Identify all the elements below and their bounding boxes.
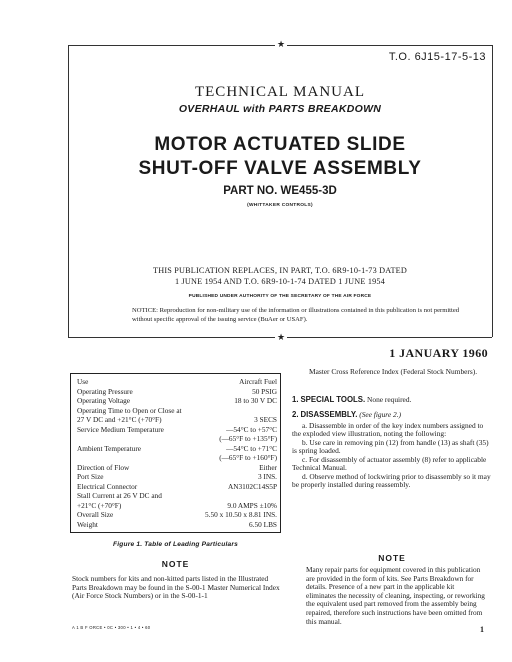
figure-caption: Figure 1. Table of Leading Particulars xyxy=(113,541,238,548)
manual-type: TECHNICAL MANUAL xyxy=(194,84,365,100)
paragraph-a: a. Disassemble in order of the key index numbers assigned to the exploded view illustration, noting the following: xyxy=(292,420,484,438)
left-note-text: Stock numbers for kits and non-kitted parts listed in the Illustrated Parts Breakdown may be found in the S-00-1 Master Numerical Index (Air Force Stock Numbers) or in the S-00-1-1 xyxy=(72,574,280,601)
title-frame-bottom-left xyxy=(68,337,275,338)
title-line-1: MOTOR ACTUATED SLIDE xyxy=(154,134,406,155)
page-number: 1 xyxy=(480,625,484,634)
paragraph-c: c. For disassembly of actuator assembly (8) refer to applicable Technical Manual. xyxy=(292,454,487,472)
right-note-text: Many repair parts for equipment covered in this publication are provided in the form of kits. See Parts Breakdown for details. Presence of a new part in the applicable kit eliminates the necessity of cleaning, inspecting, or reworking the equivalent used part removed from the assembly being repaired, therefore such instructions have been omitted from this manual. xyxy=(306,565,485,626)
title-line-2: SHUT-OFF VALVE ASSEMBLY xyxy=(138,158,422,179)
part-number: PART NO. WE455-3D xyxy=(223,185,337,197)
paragraph-b: b. Use care in removing pin (12) from handle (13) as shaft (35) is spring loaded. xyxy=(292,437,489,455)
title-frame-bottom-right xyxy=(287,337,492,338)
replaces-line-1: THIS PUBLICATION REPLACES, IN PART, T.O. 6R9-10-1-73 DATED xyxy=(153,266,407,275)
publication-date: 1 JANUARY 1960 xyxy=(389,346,488,360)
manual-subtitle: OVERHAUL with PARTS BREAKDOWN xyxy=(178,103,382,115)
section-special-tools xyxy=(292,396,492,405)
section-1-text: None required. xyxy=(367,395,412,404)
manufacturer: (WHITTAKER CONTROLS) xyxy=(247,203,313,208)
replaces-notice xyxy=(68,265,492,287)
star-top: ★ xyxy=(277,39,286,49)
title-frame-top-right xyxy=(287,45,492,46)
section-1-number: 1. xyxy=(292,395,299,404)
left-note-heading: NOTE xyxy=(161,559,190,569)
paragraph-d: d. Observe method of lockwiring prior to disassembly so it may be properly installed during reassembly. xyxy=(292,471,491,489)
replaces-line-2: 1 JUNE 1954 AND T.O. 6R9-10-1-74 DATED 1 JUNE 1954 xyxy=(174,277,386,286)
cross-reference-continuation: Master Cross Reference Index (Federal Stock Numbers). xyxy=(309,367,478,376)
to-number: T.O. 6J15-17-5-13 xyxy=(388,51,486,63)
reproduction-notice: NOTICE: Reproduction for non-military use of the information or illustrations contained in this publication is not permitted without specific approval of the issuing service (BuAer or USAF). xyxy=(132,307,460,323)
star-bottom: ★ xyxy=(277,332,286,342)
title-frame-right xyxy=(492,45,493,337)
section-2-title: DISASSEMBLY. xyxy=(300,410,358,419)
section-2-number: 2. xyxy=(292,410,299,419)
section-1-title: SPECIAL TOOLS. xyxy=(300,395,366,404)
right-note-heading: NOTE xyxy=(378,553,406,563)
print-code: A 1 B F ORCE • 0C • 300 • 1 • 4 • 60 xyxy=(72,625,151,630)
leading-particulars-table: Use Aircraft Fuel Operating Pressure 50 PSIG Operating Voltage 18 to 30 V DC Operating Time to Open or Close at 27 V DC and +21°C (+70°F) 3 SECS Service Medium Temperature —54°C to +57°C (—65°F to +135°F) Ambient Temperature —54°C to +71°C (—65°F to +160°F) Direction of Flow Either Port Size 3 INS. Electrical Connector AN3102C14S5P Stall Current at 26 V DC and +21°C (+70°F) 9.0 AMPS ±10% Overall Size 5.50 x 10.50 x 8.81 INS. Weight 6.50 LBS xyxy=(70,373,281,533)
authority-line: PUBLISHED UNDER AUTHORITY OF THE SECRETARY OF THE AIR FORCE xyxy=(188,294,372,299)
section-2-figure-ref: (See figure 2.) xyxy=(359,410,402,419)
title-frame-top-left xyxy=(68,45,275,46)
section-disassembly xyxy=(292,411,492,490)
